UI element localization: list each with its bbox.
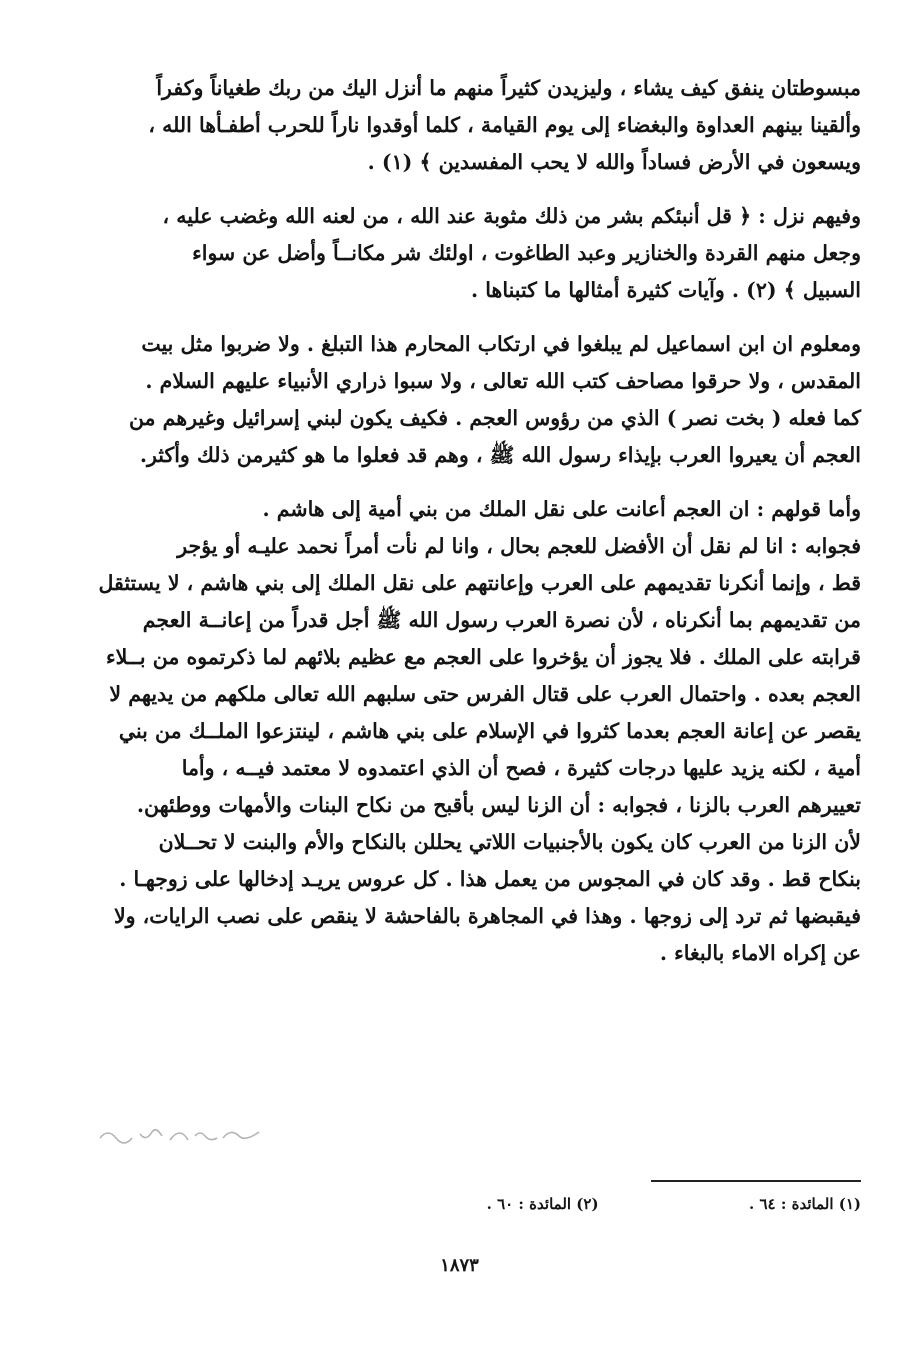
text-line: وأما قولهم : ان العجم أعانت على نقل الملك من بني أمية إلى هاشم . <box>262 497 861 521</box>
text-line: وألقينا بينهم العداوة والبغضاء إلى يوم القيامة ، كلما أوقدوا ناراً للحرب أطفـأها الله ، <box>148 113 861 137</box>
text-line: المقدس ، ولا حرقوا مصاحف كتب الله تعالى ، ولا سبوا ذراري الأنبياء عليهم السلام . <box>145 369 861 393</box>
text-line: كما فعله ( بخت نصر ) الذي من رؤوس العجم . فكيف يكون لبني إسرائيل وغيرهم من <box>128 406 861 430</box>
text-line: ويسعون في الأرض فساداً والله لا يحب المفسدين ﴾ (١) . <box>367 150 861 174</box>
text-line: فيقبضها ثم ترد إلى زوجها . وهذا في المجاهرة بالفاحشة لا ينقص على نصب الرايات، ولا <box>113 904 861 928</box>
paragraph <box>58 198 861 309</box>
paragraph <box>58 491 861 528</box>
text-line: العجم بعده . واحتمال العرب على قتال الفرس حتى سلبهم الله تعالى ملكهم من يديهم لا <box>109 682 861 706</box>
handwriting-scribble-icon <box>95 1120 265 1150</box>
text-line: بنكاح قط . وقد كان في المجوس من يعمل هذا . كل عروس يريـد إدخالها على زوجهـا . <box>119 867 861 891</box>
footnote-1: (١) المائدة : ٦٤ . <box>749 1195 861 1213</box>
text-line: من تقديمهم بما أنكرناه ، لأن نصرة العرب رسول الله ﷺ أجل قدراً من إعانــة العجم <box>142 608 861 632</box>
text-line: وفيهم نزل : ﴿ قل أنبئكم بشر من ذلك مثوبة عند الله ، من لعنه الله وغضب عليه ، <box>162 204 861 228</box>
margin-handwriting <box>95 1120 265 1150</box>
text-line: العجم أن يعيروا العرب بإيذاء رسول الله ﷺ ، وهم قد فعلوا ما هو كثيرمن ذلك وأكثر. <box>139 443 861 467</box>
text-line: السبيل ﴾ (٢) . وآيات كثيرة أمثالها ما كتبناها . <box>471 278 861 302</box>
text-line: يقصر عن إعانة العجم بعدما كثروا في الإسلام على بني هاشم ، لينتزعوا الملــك من بني <box>118 719 861 743</box>
text-line: لأن الزنا من العرب كان يكون بالأجنبيات اللاتي يحللن بالنكاح والأم والبنت لا تحــلان <box>158 830 861 854</box>
text-line: عن إكراه الاماء بالبغاء . <box>659 941 861 965</box>
text-line: قرابته على الملك . فلا يجوز أن يؤخروا على العجم مع عظيم بلائهم لما ذكرتموه من بــلاء <box>106 645 861 669</box>
footnote-2: (٢) المائدة : ٦٠ . <box>486 1195 599 1213</box>
footnotes <box>120 1192 861 1216</box>
body-text <box>58 70 861 972</box>
text-line: فجوابه : انا لم نقل أن الأفضل للعجم بحال ، وانا لم نأت أمراً نحمد عليـه أو يؤجر <box>177 534 861 558</box>
paragraph <box>58 528 861 972</box>
paragraph <box>58 70 861 181</box>
text-line: تعييرهم العرب بالزنا ، فجوابه : أن الزنا ليس بأقبح من نكاح البنات والأمهات ووطئهن. <box>136 793 861 817</box>
page-number: ١٨٧٣ <box>440 1255 479 1276</box>
text-line: أمية ، لكنه يزيد عليها درجات كثيرة ، فصح أن الذي اعتمدوه لا معتمد فيــه ، وأما <box>181 756 861 780</box>
footnote-separator <box>651 1180 861 1182</box>
paragraph <box>58 326 861 474</box>
text-line: مبسوطتان ينفق كيف يشاء ، وليزيدن كثيراً منهم ما أنزل اليك من ربك طغياناً وكفراً <box>156 76 861 100</box>
text-line: ومعلوم ان ابن اسماعيل لم يبلغوا في ارتكاب المحارم هذا التبلغ . ولا ضربوا مثل بيت <box>141 332 861 356</box>
text-line: قط ، وإنما أنكرنا تقديمهم على العرب وإعانتهم على نقل الملك إلى بني هاشم ، لا يستثقل <box>98 571 861 595</box>
text-line: وجعل منهم القردة والخنازير وعبد الطاغوت ، اولئك شر مكانــاً وأضل عن سواء <box>192 241 861 265</box>
